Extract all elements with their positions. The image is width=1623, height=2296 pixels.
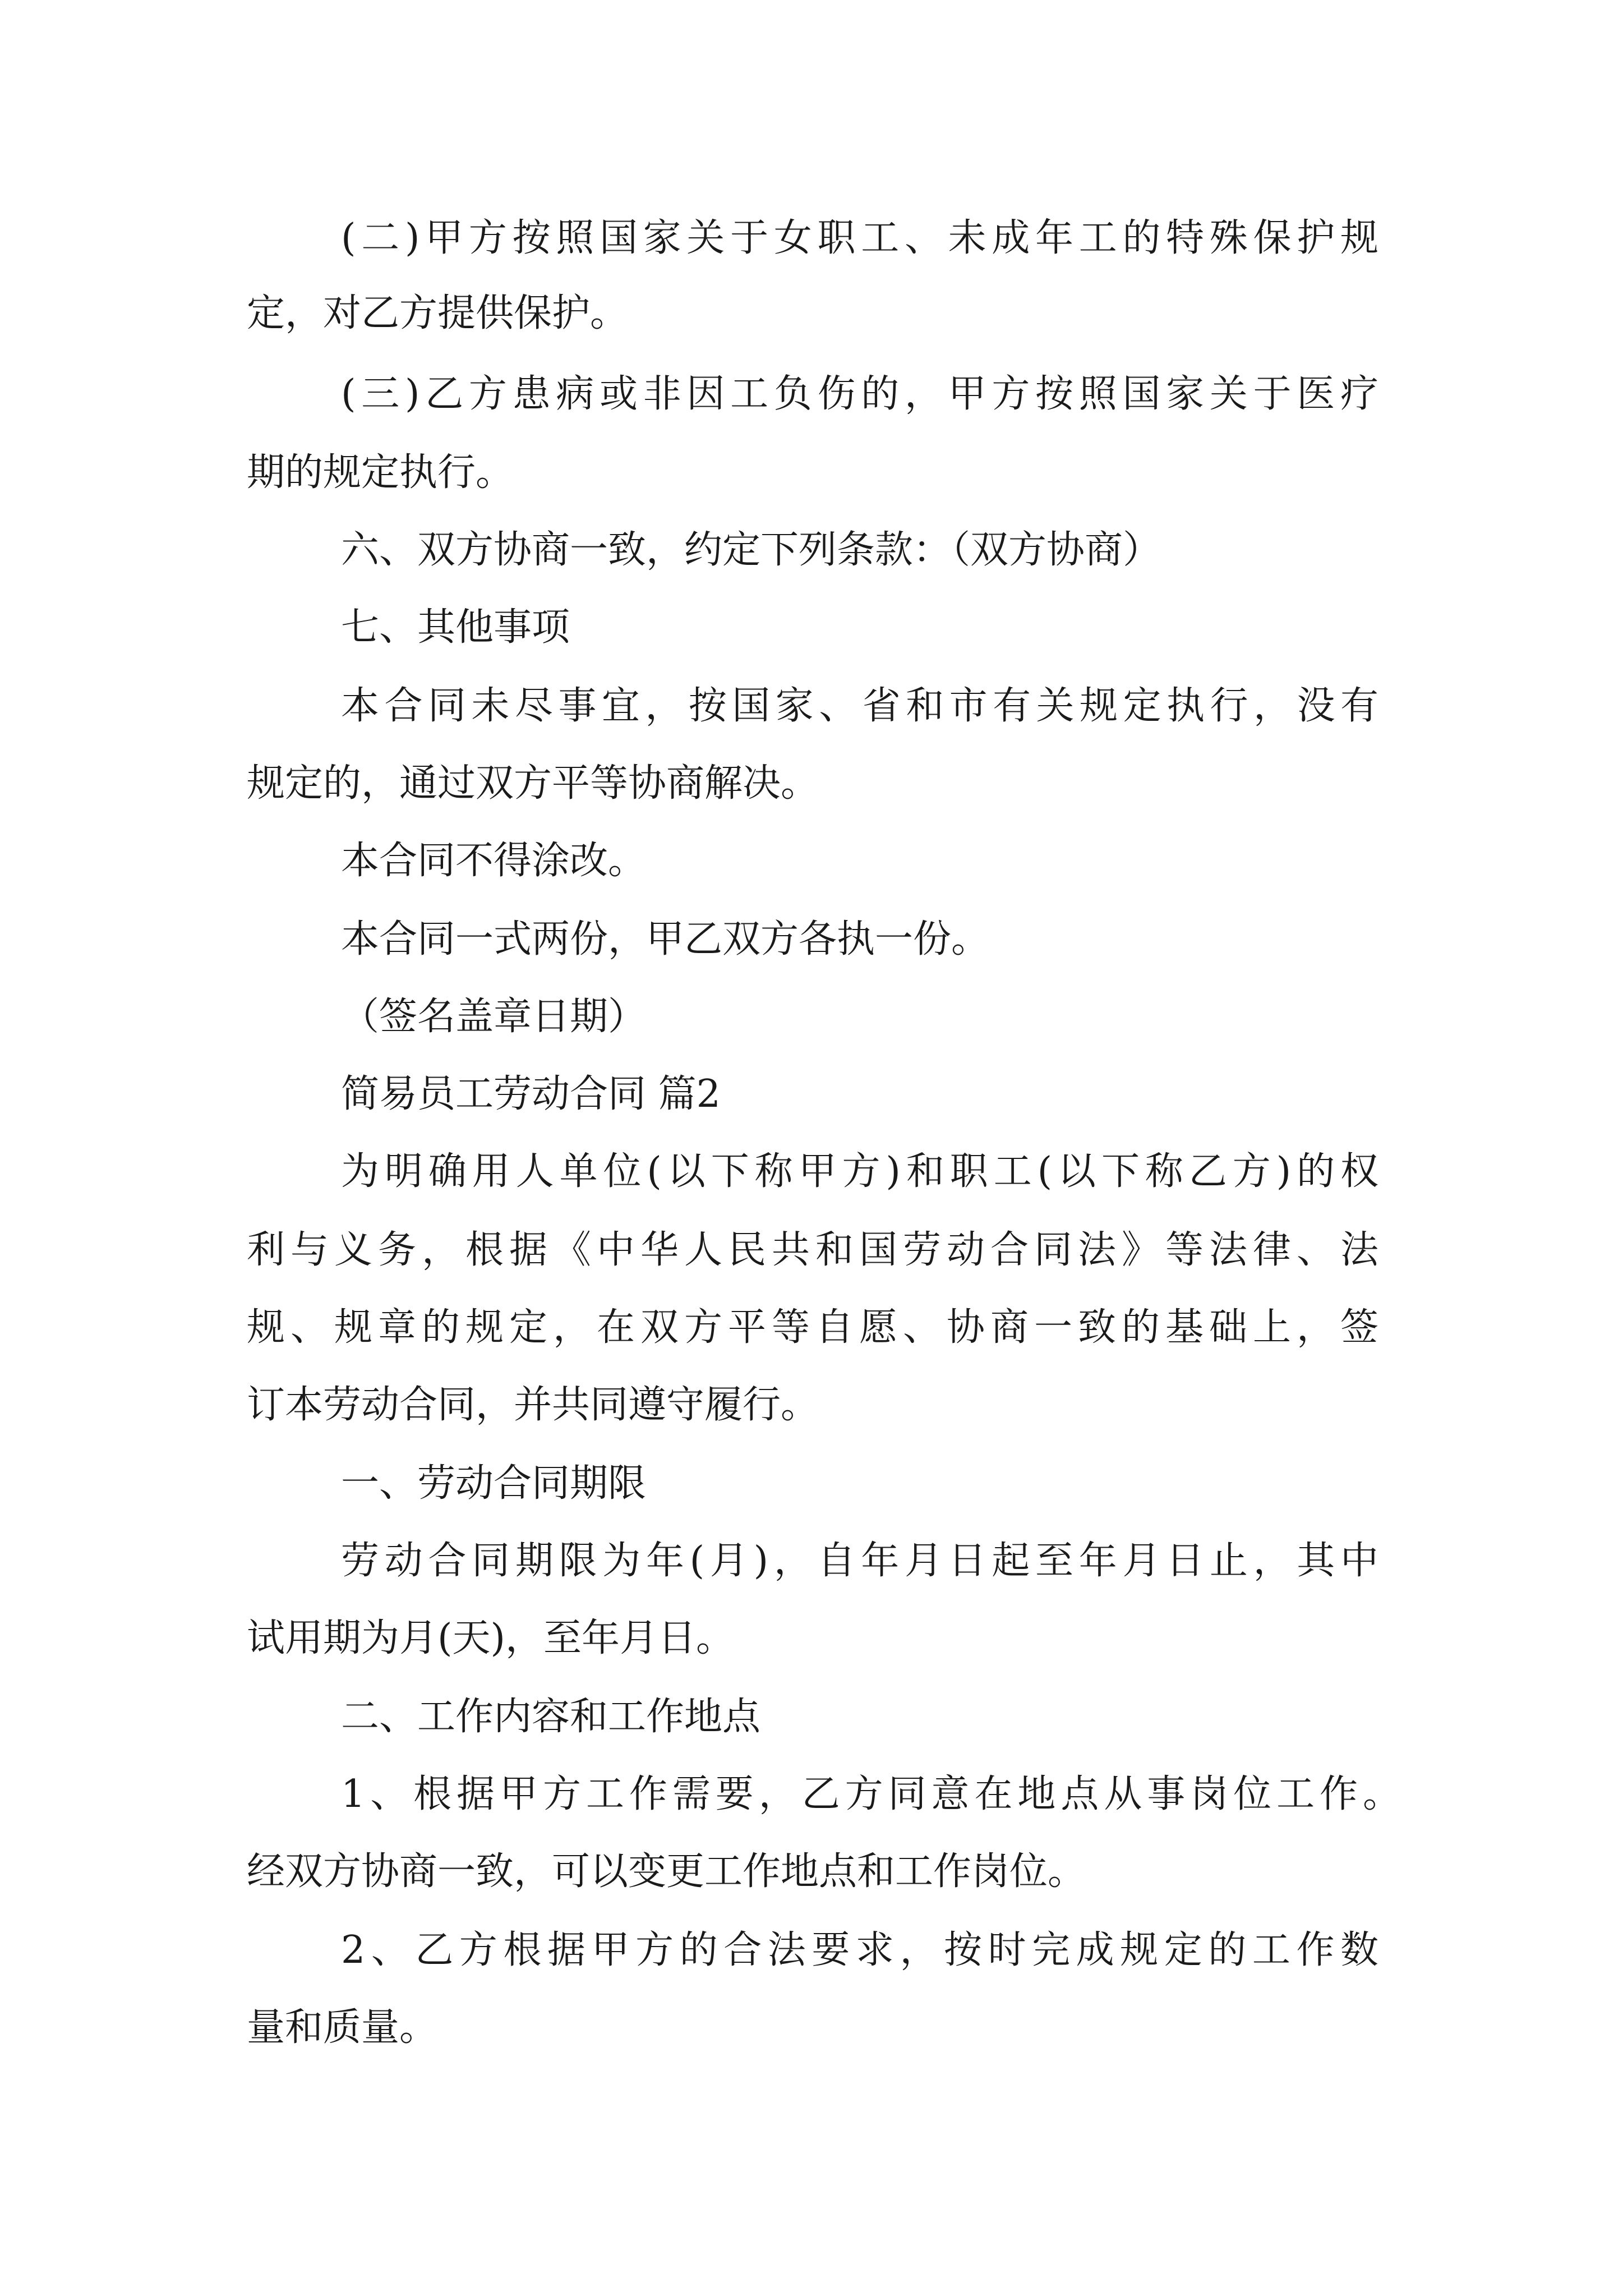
paragraph-line: 本合同不得涂改。: [341, 839, 647, 883]
paragraph-line: 七、其他事项: [341, 605, 570, 650]
paragraph-line: 二、工作内容和工作地点: [341, 1695, 761, 1739]
paragraph-line: 一、劳动合同期限: [341, 1461, 647, 1506]
paragraph-line: 经双方协商一致，可以变更工作地点和工作岗位。: [247, 1849, 1086, 1894]
section-heading: 简易员工劳动合同 篇2: [341, 1072, 721, 1116]
paragraph-line: 规、规章的规定，在双方平等自愿、协商一致的基础上，签: [247, 1305, 1378, 1350]
paragraph-line: 规定的，通过双方平等协商解决。: [247, 761, 819, 806]
paragraph-line: 期的规定执行。: [247, 450, 514, 495]
paragraph-line: 利与义务，根据《中华人民共和国劳动合同法》等法律、法: [247, 1228, 1378, 1272]
paragraph-line: 量和质量。: [247, 2005, 438, 2050]
paragraph-line: (二)甲方按照国家关于女职工、未成年工的特殊保护规: [341, 216, 1378, 260]
paragraph-line: (三)乙方患病或非因工负伤的，甲方按照国家关于医疗: [341, 372, 1378, 416]
paragraph-line: 试用期为月(天)，至年月日。: [247, 1616, 735, 1660]
paragraph-line: 六、双方协商一致，约定下列条款：（双方协商）: [341, 528, 1161, 572]
paragraph-line: 为明确用人单位(以下称甲方)和职工(以下称乙方)的权: [341, 1149, 1378, 1194]
paragraph-line: 定，对乙方提供保护。: [247, 291, 629, 335]
paragraph-line: 本合同未尽事宜，按国家、省和市有关规定执行，没有: [341, 684, 1378, 728]
paragraph-line: （签名盖章日期）: [341, 995, 647, 1039]
paragraph-line: 1、根据甲方工作需要，乙方同意在地点从事岗位工作。: [341, 1772, 1401, 1816]
paragraph-line: 订本劳动合同，并共同遵守履行。: [247, 1383, 819, 1427]
paragraph-line: 劳动合同期限为年(月)，自年月日起至年月日止，其中: [341, 1539, 1378, 1583]
paragraph-line: 本合同一式两份，甲乙双方各执一份。: [341, 917, 990, 961]
paragraph-line: 2、乙方根据甲方的合法要求，按时完成规定的工作数: [341, 1928, 1378, 1972]
